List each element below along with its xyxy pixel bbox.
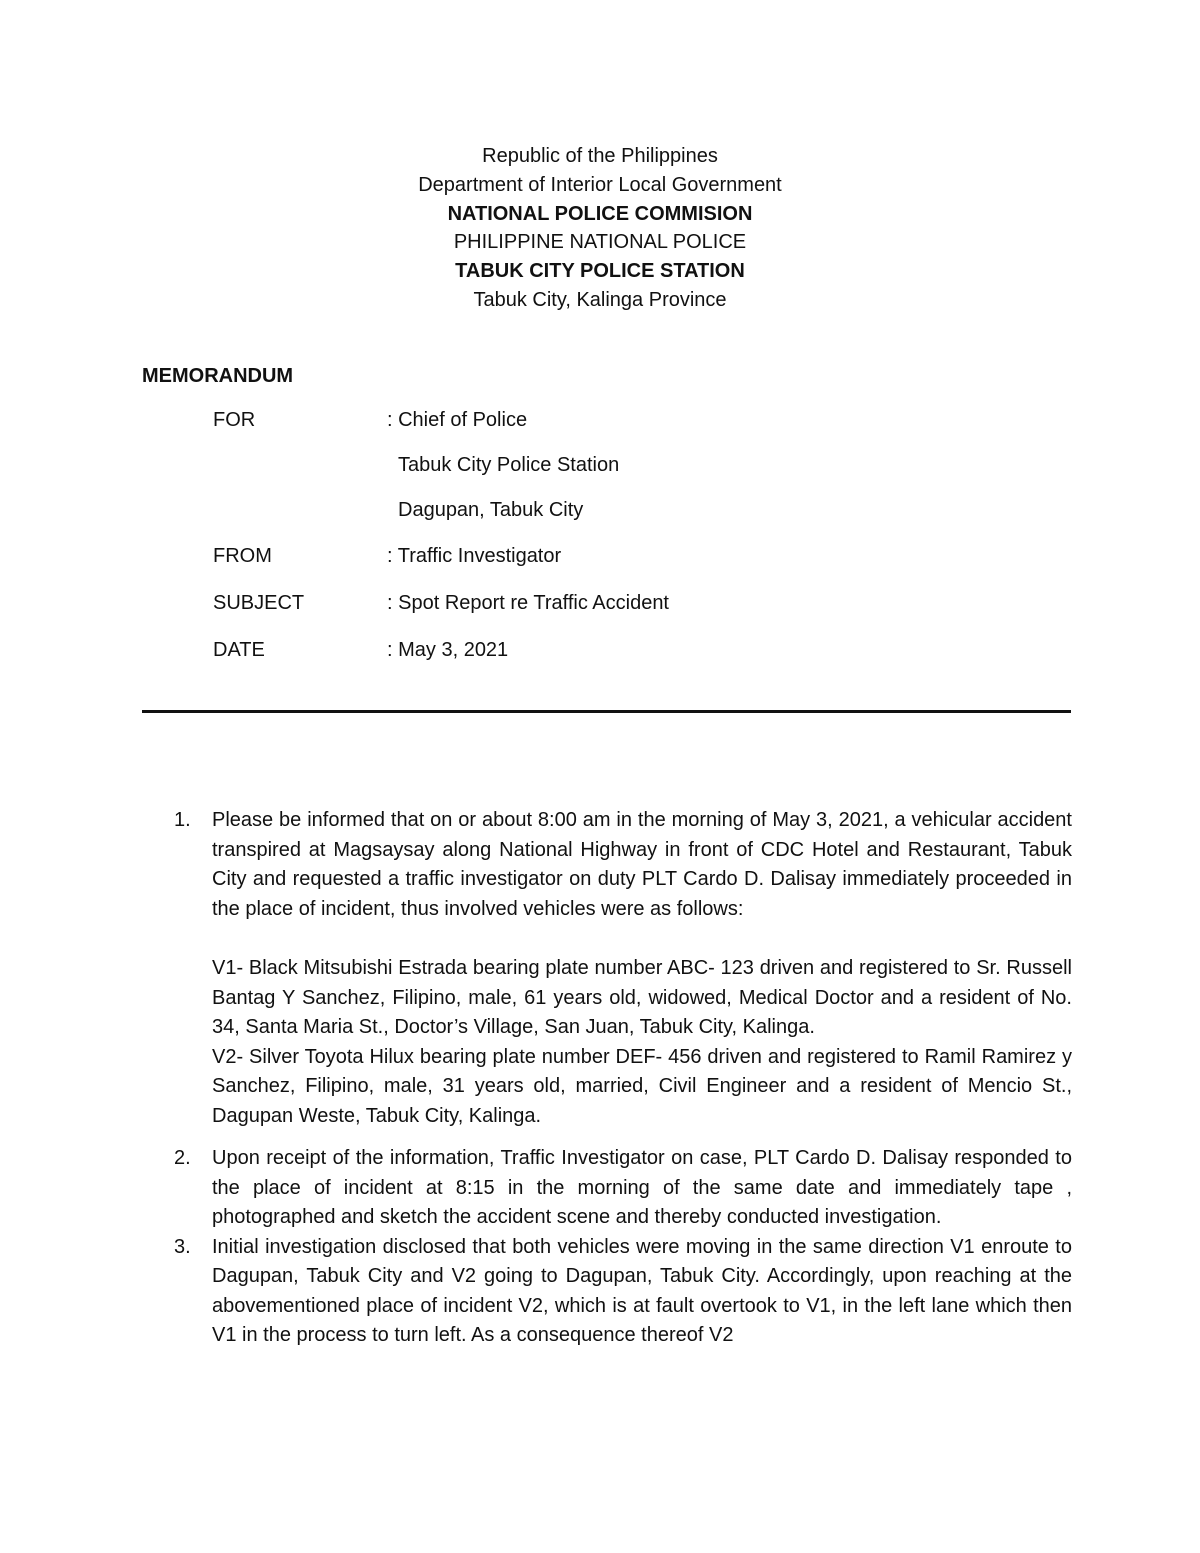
list-item-2: [142, 1144, 1072, 1233]
item-number: 1.: [174, 809, 191, 831]
header-pnp: PHILIPPINE NATIONAL POLICE: [453, 231, 747, 254]
item-1-text: Please be informed that on or about 8:00 am in the morning of May 3, 2021, a vehicular accident transpired at Magsaysay along National Highway in front of CDC Hotel and Restaurant, Tabuk City and requested a traffic investigator on duty PLT Cardo D. Dalisay immediately proceeded in the place of incident, thus involved vehicles were as follows:: [212, 809, 1072, 920]
header-divider: [142, 710, 1071, 713]
list-item-1: [142, 806, 1072, 1131]
memo-for-label: FOR: [213, 409, 256, 431]
letterhead: [0, 142, 1200, 315]
memo-date-value: : May 3, 2021: [387, 639, 509, 661]
memo-for-line3: Dagupan, Tabuk City: [398, 499, 584, 521]
memo-from-value: : Traffic Investigator: [387, 545, 562, 567]
memo-date-row: [213, 636, 508, 664]
memo-from-row: [213, 542, 561, 570]
memo-subject-value: : Spot Report re Traffic Accident: [387, 592, 669, 614]
memorandum-title: MEMORANDUM: [142, 365, 294, 387]
memo-for-row: [213, 406, 527, 434]
header-commission: NATIONAL POLICE COMMISION: [447, 202, 753, 225]
header-department: Department of Interior Local Government: [418, 173, 782, 196]
memo-date-label: DATE: [213, 639, 265, 661]
vehicle-1-details: V1- Black Mitsubishi Estrada bearing plate number ABC- 123 driven and registered to Sr. Russell Bantag Y Sanchez, Filipino, male, 61 years old, widowed, Medical Doctor and a resident of No. 34, Santa Maria St., Doctor’s Village, San Juan, Tabuk City, Kalinga.: [212, 957, 1072, 1038]
header-station: TABUK CITY POLICE STATION: [455, 260, 745, 283]
item-2-text: Upon receipt of the information, Traffic Investigator on case, PLT Cardo D. Dalisay responded to the place of incident at 8:15 in the morning of the same date and immediately tape , photographed and sketch the accident scene and thereby conducted investigation.: [212, 1147, 1072, 1228]
item-number: 3.: [174, 1235, 191, 1258]
memo-for-value: : Chief of Police: [387, 409, 528, 431]
memo-subject-label: SUBJECT: [213, 592, 305, 614]
memo-subject-row: [213, 589, 669, 617]
memo-body: [142, 806, 1072, 1351]
memo-from-label: FROM: [213, 545, 272, 567]
memo-for-line2: Tabuk City Police Station: [398, 454, 620, 476]
vehicle-2-details: V2- Silver Toyota Hilux bearing plate number DEF- 456 driven and registered to Ramil Ramirez y Sanchez, Filipino, male, 31 years old, married, Civil Engineer and a resident of Mencio St., Dagupan Weste, Tabuk City, Kalinga.: [212, 1045, 1072, 1127]
item-number: 2.: [174, 1147, 191, 1169]
item-3-text: Initial investigation disclosed that both vehicles were moving in the same direction V1 enroute to Dagupan, Tabuk City and V2 going to Dagupan, Tabuk City. Accordingly, upon reaching at the abovementioned place of incident V2, which is at fault overtook to V1, in the left lane which then V1 in the process to turn left. As a consequence thereof V2: [212, 1235, 1072, 1346]
list-item-3: [142, 1233, 1072, 1351]
header-republic: Republic of the Philippines: [482, 145, 718, 167]
header-location: Tabuk City, Kalinga Province: [473, 288, 727, 311]
